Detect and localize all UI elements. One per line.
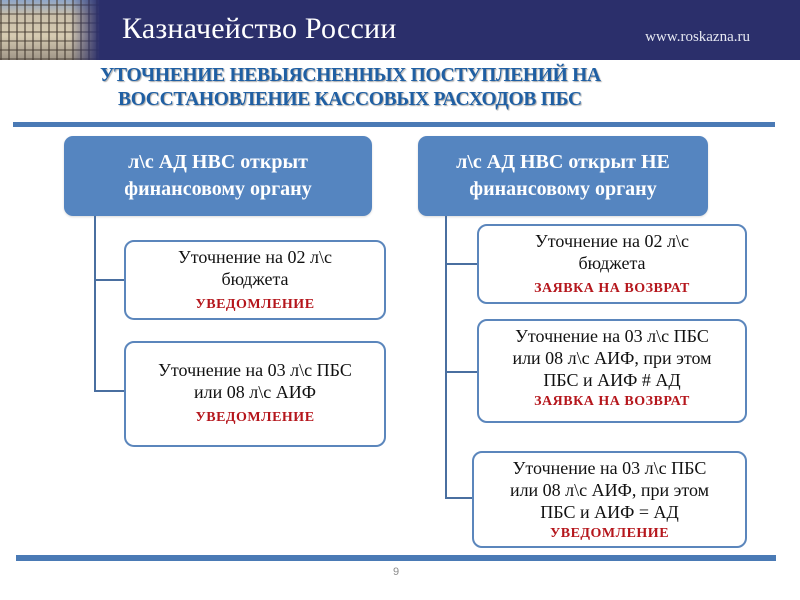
left-heading-line-2: финансовому органу xyxy=(124,178,312,200)
right-item-3-line-1: Уточнение на 03 л\с ПБС xyxy=(512,458,707,478)
right-item-3-line-3: ПБС и АИФ = АД xyxy=(540,502,679,522)
right-item-2-line-2: или 08 л\с АИФ, при этом xyxy=(512,348,712,368)
right-item-2-action: ЗАЯВКА НА ВОЗВРАТ xyxy=(534,394,690,409)
right-item-3-action: УВЕДОМЛЕНИЕ xyxy=(549,526,670,541)
right-item-1 xyxy=(477,224,747,304)
slide-title-line-1: УТОЧНЕНИЕ НЕВЫЯСНЕННЫХ ПОСТУПЛЕНИЙ НА xyxy=(100,65,601,86)
slide-title-line-2: ВОССТАНОВЛЕНИЕ КАССОВЫХ РАСХОДОВ ПБС xyxy=(118,89,582,110)
slide-title xyxy=(100,64,720,112)
left-item-2 xyxy=(124,341,386,447)
left-connector-branch-1 xyxy=(94,279,125,281)
left-heading-line-1: л\с АД НВС открыт xyxy=(128,151,308,173)
left-item-1-line-2: бюджета xyxy=(221,269,289,289)
right-connector-branch-1 xyxy=(445,263,478,265)
website-url[interactable]: www.roskazna.ru xyxy=(645,29,750,45)
right-item-1-line-1: Уточнение на 02 л\с xyxy=(535,231,689,251)
left-item-2-action: УВЕДОМЛЕНИЕ xyxy=(195,410,315,425)
right-item-1-line-2: бюджета xyxy=(578,253,646,273)
top-divider xyxy=(13,122,775,127)
left-item-1-line-1: Уточнение на 02 л\с xyxy=(178,247,332,267)
right-item-2-line-3: ПБС и АИФ # АД xyxy=(543,370,681,390)
bottom-divider xyxy=(16,555,776,561)
right-item-2-line-1: Уточнение на 03 л\с ПБС xyxy=(515,326,709,346)
header-banner xyxy=(0,0,800,60)
organization-title: Казначейство России xyxy=(122,12,397,45)
left-item-1-action: УВЕДОМЛЕНИЕ xyxy=(195,297,315,312)
right-connector-vertical xyxy=(445,216,447,499)
left-item-1 xyxy=(124,240,386,320)
right-item-2 xyxy=(477,319,747,423)
right-connector-branch-2 xyxy=(445,371,478,373)
left-item-2-line-1: Уточнение на 03 л\с ПБС xyxy=(158,360,352,380)
left-item-2-line-2: или 08 л\с АИФ xyxy=(194,382,316,402)
right-heading-box xyxy=(418,136,708,216)
right-item-1-action: ЗАЯВКА НА ВОЗВРАТ xyxy=(534,281,690,296)
right-item-3-line-2: или 08 л\с АИФ, при этом xyxy=(509,480,710,500)
left-connector-branch-2 xyxy=(94,390,125,392)
building-photo xyxy=(0,0,100,60)
right-heading-line-2: финансовому органу xyxy=(469,178,657,200)
left-heading-box xyxy=(64,136,372,216)
right-item-3 xyxy=(472,451,747,548)
left-connector-vertical xyxy=(94,216,96,392)
page-number: 9 xyxy=(393,566,400,578)
right-heading-line-1: л\с АД НВС открыт НЕ xyxy=(456,151,670,173)
